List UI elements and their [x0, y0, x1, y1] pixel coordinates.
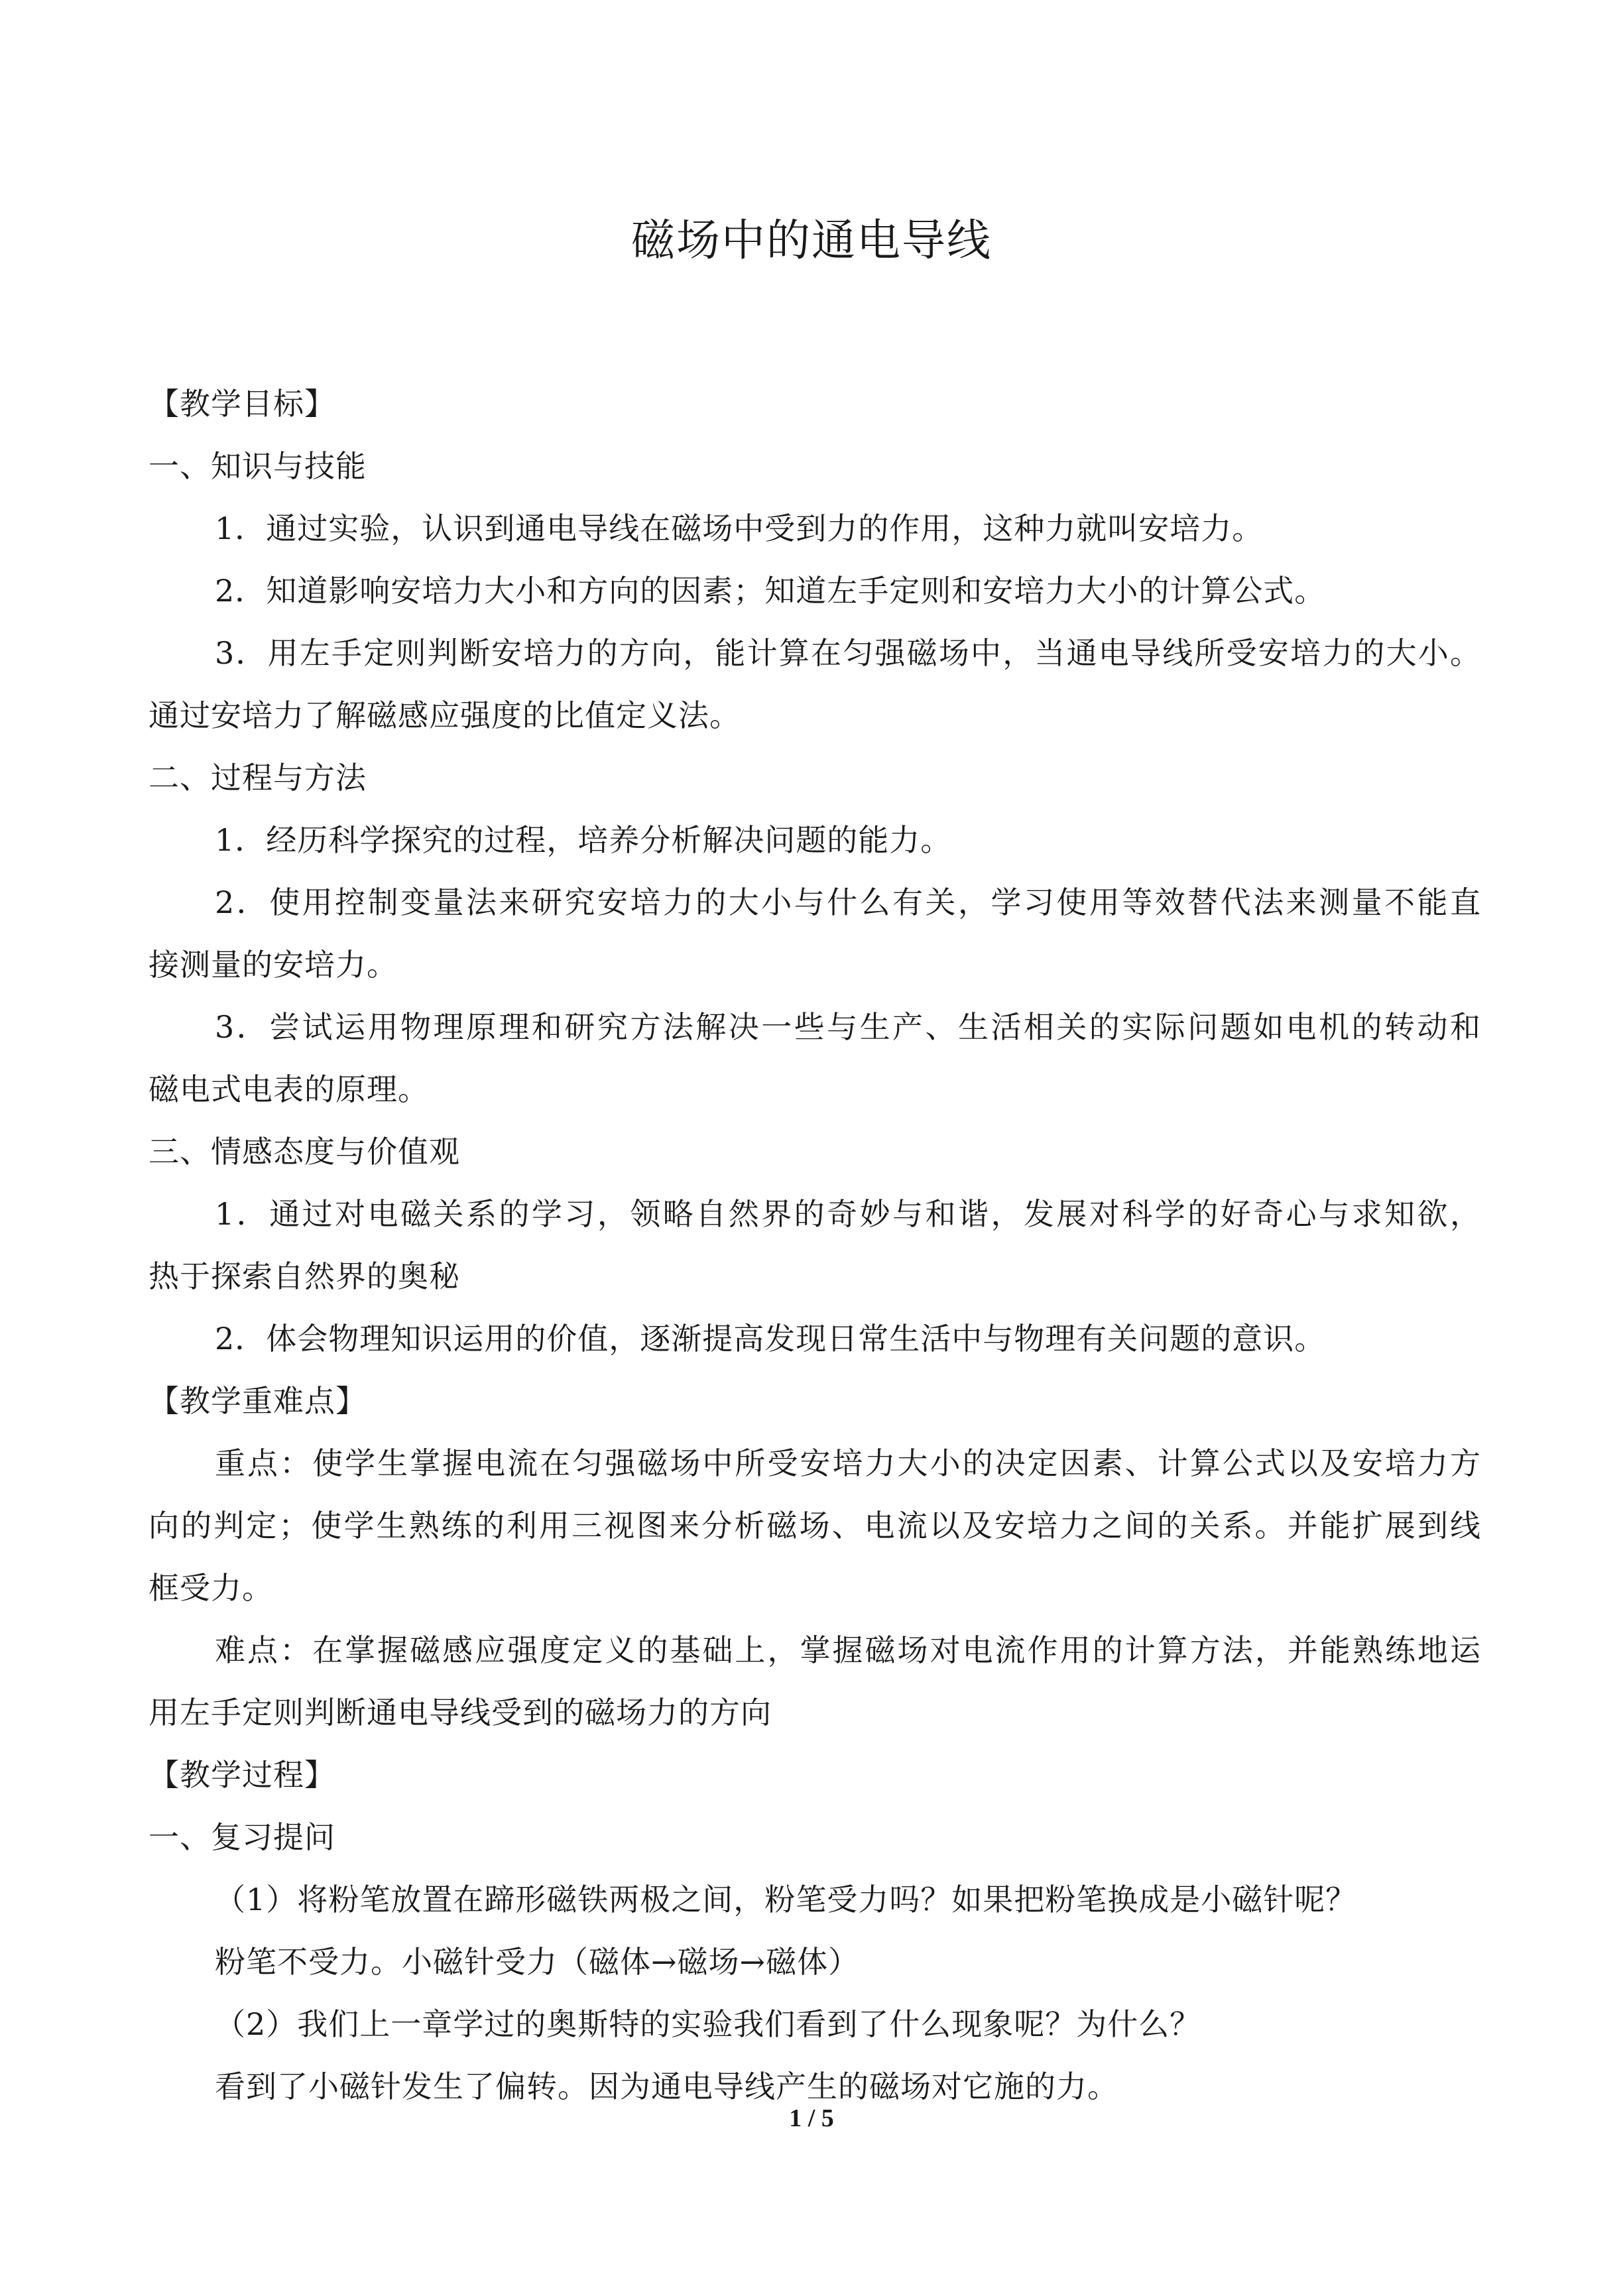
document-body [149, 373, 1481, 2118]
text-line: 通过安培力了解磁感应强度的比值定义法。 [149, 697, 741, 733]
text-line: 接测量的安培力。 [149, 947, 398, 983]
text-line: （2）我们上一章学过的奥斯特的实验我们看到了什么现象呢？为什么？ [215, 2006, 1201, 2042]
text-line: 1．经历科学探究的过程，培养分析解决问题的能力。 [215, 822, 952, 858]
text-line: 2．知道影响安培力大小和方向的因素；知道左手定则和安培力大小的计算公式。 [215, 573, 1326, 609]
text-line: 三、情感态度与价值观 [149, 1134, 460, 1170]
text-line: 热于探索自然界的奥秘 [149, 1258, 460, 1294]
text-line: 重点：使学生掌握电流在匀强磁场中所受安培力大小的决定因素、计算公式以及安培力方 [215, 1445, 1481, 1481]
text-line: 【教学目标】 [149, 386, 335, 422]
text-line: 1．通过实验，认识到通电导线在磁场中受到力的作用，这种力就叫安培力。 [215, 511, 1264, 546]
text-line: 1．通过对电磁关系的学习，领略自然界的奇妙与和谐，发展对科学的好奇心与求知欲， [215, 1196, 1481, 1232]
text-line: 二、过程与方法 [149, 760, 367, 796]
text-line: 看到了小磁针发生了偏转。因为通电导线产生的磁场对它施的力。 [215, 2069, 1118, 2104]
text-line: 【教学过程】 [149, 1757, 335, 1793]
text-line: （1）将粉笔放置在蹄形磁铁两极之间，粉笔受力吗？如果把粉笔换成是小磁针呢？ [215, 1882, 1357, 1917]
text-line: 一、复习提问 [149, 1819, 335, 1855]
page-number: 1 / 5 [789, 2104, 834, 2132]
text-line: 磁电式电表的原理。 [149, 1071, 429, 1107]
text-line: 2．体会物理知识运用的价值，逐渐提高发现日常生活中与物理有关问题的意识。 [215, 1321, 1326, 1357]
text-line: 向的判定；使学生熟练的利用三视图来分析磁场、电流以及安培力之间的关系。并能扩展到线 [149, 1508, 1481, 1543]
document-title: 磁场中的通电导线 [631, 215, 992, 266]
text-line: 【教学重难点】 [149, 1383, 367, 1419]
text-line: 粉笔不受力。小磁针受力（磁体→磁场→磁体） [215, 1944, 860, 1980]
text-line: 难点：在掌握磁感应强度定义的基础上，掌握磁场对电流作用的计算方法，并能熟练地运 [215, 1632, 1481, 1668]
text-line: 一、知识与技能 [149, 448, 367, 484]
text-line: 用左手定则判断通电导线受到的磁场力的方向 [149, 1695, 772, 1730]
text-line: 框受力。 [149, 1570, 273, 1606]
text-line: 3．尝试运用物理原理和研究方法解决一些与生产、生活相关的实际问题如电机的转动和 [215, 1009, 1481, 1045]
text-line: 3．用左手定则判断安培力的方向，能计算在匀强磁场中，当通电导线所受安培力的大小。 [215, 635, 1481, 671]
text-line: 2．使用控制变量法来研究安培力的大小与什么有关，学习使用等效替代法来测量不能直 [215, 884, 1481, 920]
